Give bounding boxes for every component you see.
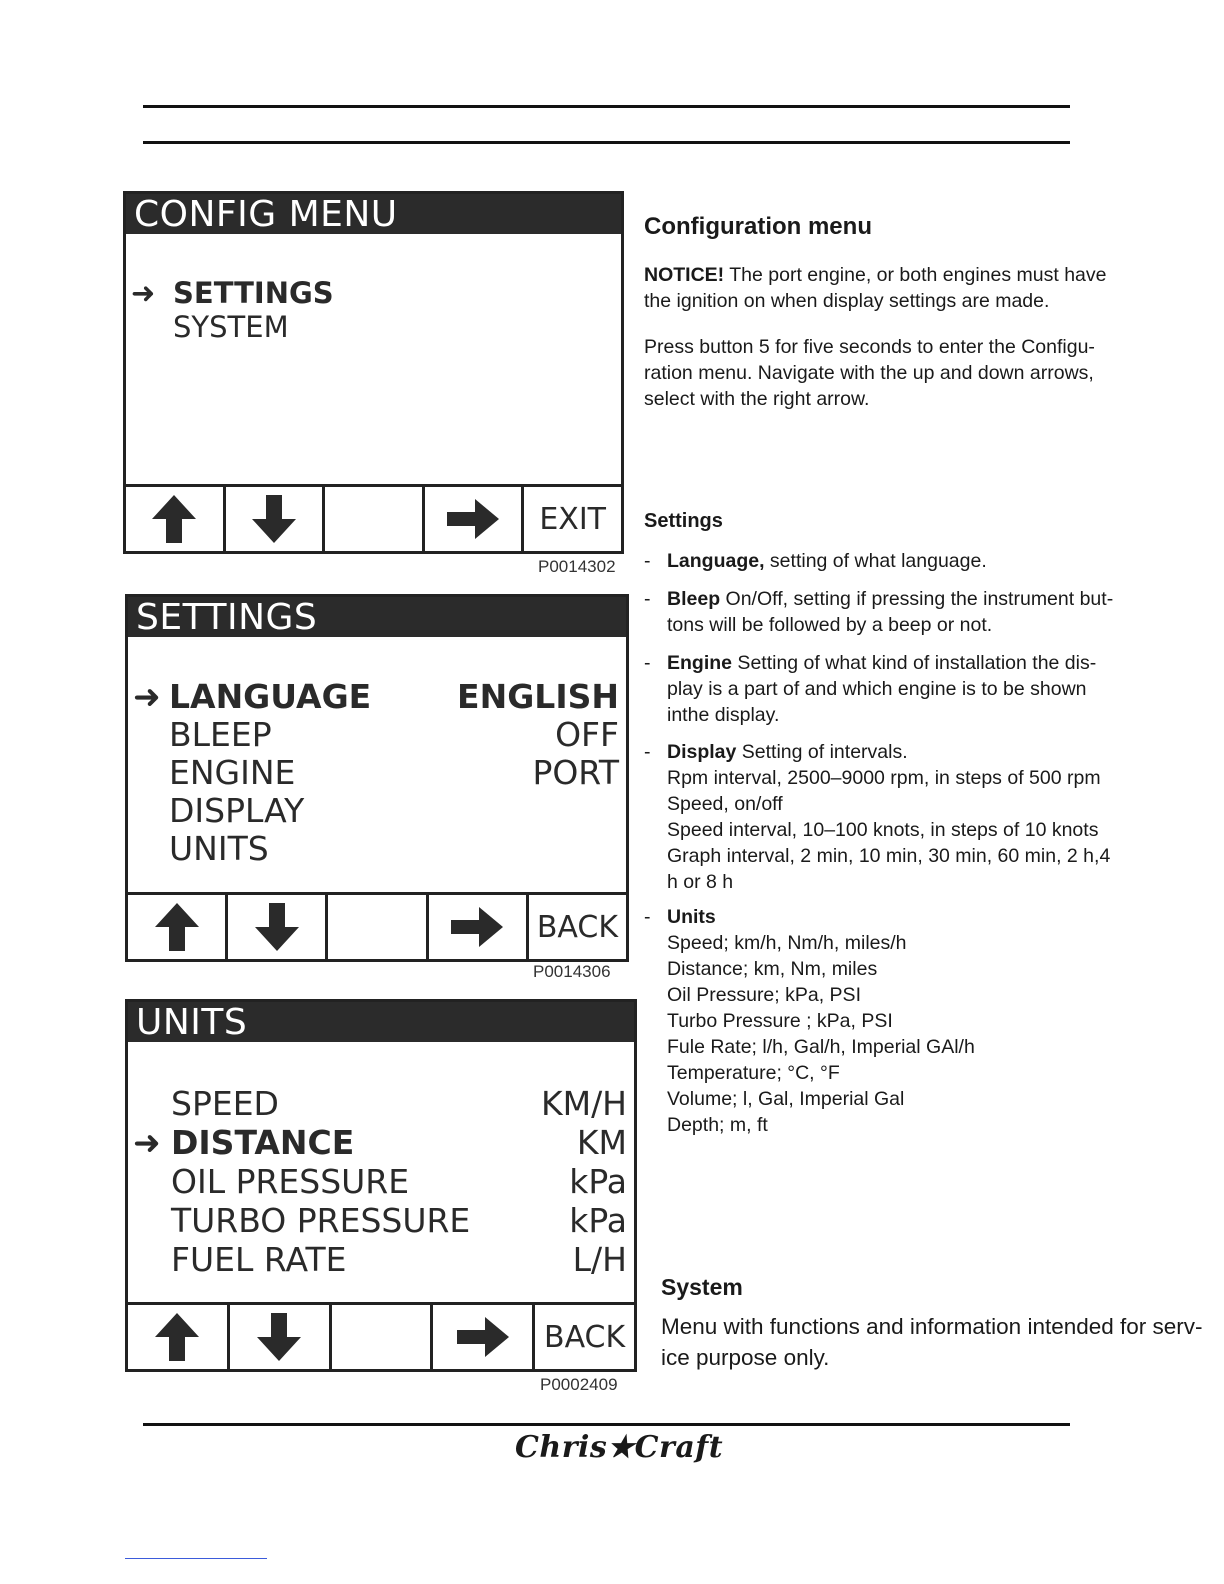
units-row-fuel-rate[interactable] [133,1240,629,1280]
arrow-up-icon [152,495,196,543]
header-rule-top [143,105,1070,108]
desc: On/Off, setting if pressing the instrument but- [720,588,1114,610]
desc: tons will be followed by a beep or not. [667,614,993,636]
setting-label: LANGUAGE [169,677,372,716]
units-row-distance[interactable] [133,1123,629,1163]
chris-craft-logo: Chris★Craft [515,1430,724,1465]
selection-arrow-icon: ➜ [131,276,156,310]
setting-label: UNITS [169,829,269,868]
blank-button[interactable] [332,1305,434,1369]
unit-value: KM/H [540,1084,627,1123]
menu-item-label: SYSTEM [173,310,289,344]
desc: Speed, on/off [667,793,783,815]
arrow-right-icon [447,499,499,539]
settings-screen [125,594,629,962]
selection-arrow-icon: ➜ [133,677,161,716]
arrow-right-icon [457,1317,509,1357]
figure-code: P0014306 [533,962,611,981]
setting-value: ENGLISH [457,677,619,716]
blank-button[interactable] [325,487,425,551]
arrow-down-icon [252,495,296,543]
list-dash: - [644,652,651,674]
desc: Turbo Pressure ; kPa, PSI [667,1010,893,1032]
screen-title: SETTINGS [128,597,626,637]
arrow-up-icon [155,1313,199,1361]
arrow-down-icon [257,1313,301,1361]
term: Units [667,906,716,928]
menu-item-system[interactable] [131,310,616,346]
settings-row-bleep[interactable] [133,715,621,755]
up-button[interactable] [128,1305,230,1369]
term: Bleep [667,588,721,610]
right-button[interactable] [425,487,525,551]
figure-code: P0014302 [538,557,616,576]
setting-label: DISPLAY [169,791,305,830]
notice-text: the ignition on when display settings are made. [644,290,1050,312]
config-heading: Configuration menu [644,213,872,240]
desc: Speed interval, 10–100 knots, in steps of 10 knots [667,819,1099,841]
list-dash: - [644,906,651,928]
system-text: Menu with functions and information intended for serv- [661,1314,1203,1339]
desc: Volume; l, Gal, Imperial Gal [667,1088,905,1110]
menu-item-settings[interactable] [131,276,616,312]
exit-button[interactable]: EXIT [539,501,607,537]
unit-label: SPEED [171,1084,279,1123]
term: Engine [667,652,733,674]
desc: Speed; km/h, Nm/h, miles/h [667,932,907,954]
desc: Oil Pressure; kPa, PSI [667,984,861,1006]
unit-value: kPa [569,1162,627,1201]
units-row-turbo-pressure[interactable] [133,1201,629,1241]
desc: h or 8 h [667,871,734,893]
list-dash: - [644,588,651,610]
unit-value: KM [576,1123,627,1162]
footer-rule [143,1423,1070,1426]
system-paragraph [661,1311,1203,1373]
desc: inthe display. [667,704,780,726]
blank-button[interactable] [328,895,428,959]
notice-label: NOTICE! [644,264,725,286]
setting-value: PORT [532,753,619,792]
arrow-down-icon [255,903,299,951]
menu-item-label: SETTINGS [173,276,334,310]
desc: play is a part of and which engine is to be shown [667,678,1087,700]
arrow-right-icon [451,907,503,947]
notice-paragraph [644,262,1164,314]
settings-row-units[interactable] [133,829,621,869]
setting-label: BLEEP [169,715,272,754]
desc: Fule Rate; l/h, Gal/h, Imperial GAl/h [667,1036,975,1058]
system-heading: System [661,1274,743,1300]
down-button[interactable] [226,487,326,551]
screen-title: CONFIG MENU [126,194,621,234]
system-text: ice purpose only. [661,1345,830,1370]
down-button[interactable] [228,895,328,959]
press-text: Press button 5 for five seconds to enter the Configu- [644,336,1095,358]
list-dash: - [644,741,651,763]
units-row-speed[interactable] [133,1084,629,1124]
desc: Rpm interval, 2500–9000 rpm, in steps of 500 rpm [667,767,1101,789]
units-row-oil-pressure[interactable] [133,1162,629,1202]
header-rule-bottom [143,141,1070,144]
desc: Graph interval, 2 min, 10 min, 30 min, 60 min, 2 h,4 [667,845,1111,867]
unit-label: DISTANCE [171,1123,355,1162]
settings-row-display[interactable] [133,791,621,831]
setting-label: ENGINE [169,753,296,792]
press-text: ration menu. Navigate with the up and down arrows, [644,362,1094,384]
desc: Depth; m, ft [667,1114,768,1136]
setting-value: OFF [555,715,619,754]
desc: Setting of intervals. [736,741,908,763]
arrow-up-icon [155,903,199,951]
figure-code: P0002409 [540,1375,618,1394]
unit-value: kPa [569,1201,627,1240]
desc: Distance; km, Nm, miles [667,958,878,980]
back-button[interactable]: BACK [536,909,619,945]
selection-arrow-icon: ➜ [133,1123,161,1162]
back-button[interactable]: BACK [543,1319,626,1355]
up-button[interactable] [126,487,226,551]
up-button[interactable] [128,895,228,959]
right-button[interactable] [433,1305,535,1369]
down-button[interactable] [230,1305,332,1369]
settings-heading: Settings [644,510,723,532]
unit-value: L/H [572,1240,627,1279]
button-bar [128,1302,634,1369]
unit-label: OIL PRESSURE [171,1162,410,1201]
list-dash: - [644,550,651,572]
config-menu-screen [123,191,624,554]
notice-text: The port engine, or both engines must have [724,264,1107,286]
term: Language, [667,550,765,572]
desc: Temperature; °C, °F [667,1062,840,1084]
unit-label: TURBO PRESSURE [171,1201,471,1240]
press-text: select with the right arrow. [644,388,870,410]
unit-label: FUEL RATE [171,1240,347,1279]
footer-link-underline [125,1558,267,1559]
press-paragraph [644,334,1164,412]
term: Display [667,741,737,763]
settings-row-language[interactable] [133,677,621,717]
button-bar [126,484,621,551]
desc: Setting of what kind of installation the dis- [732,652,1097,674]
right-button[interactable] [429,895,529,959]
units-screen [125,999,637,1372]
button-bar [128,892,626,959]
desc: setting of what language. [764,550,987,572]
screen-title: UNITS [128,1002,634,1042]
settings-row-engine[interactable] [133,753,621,793]
